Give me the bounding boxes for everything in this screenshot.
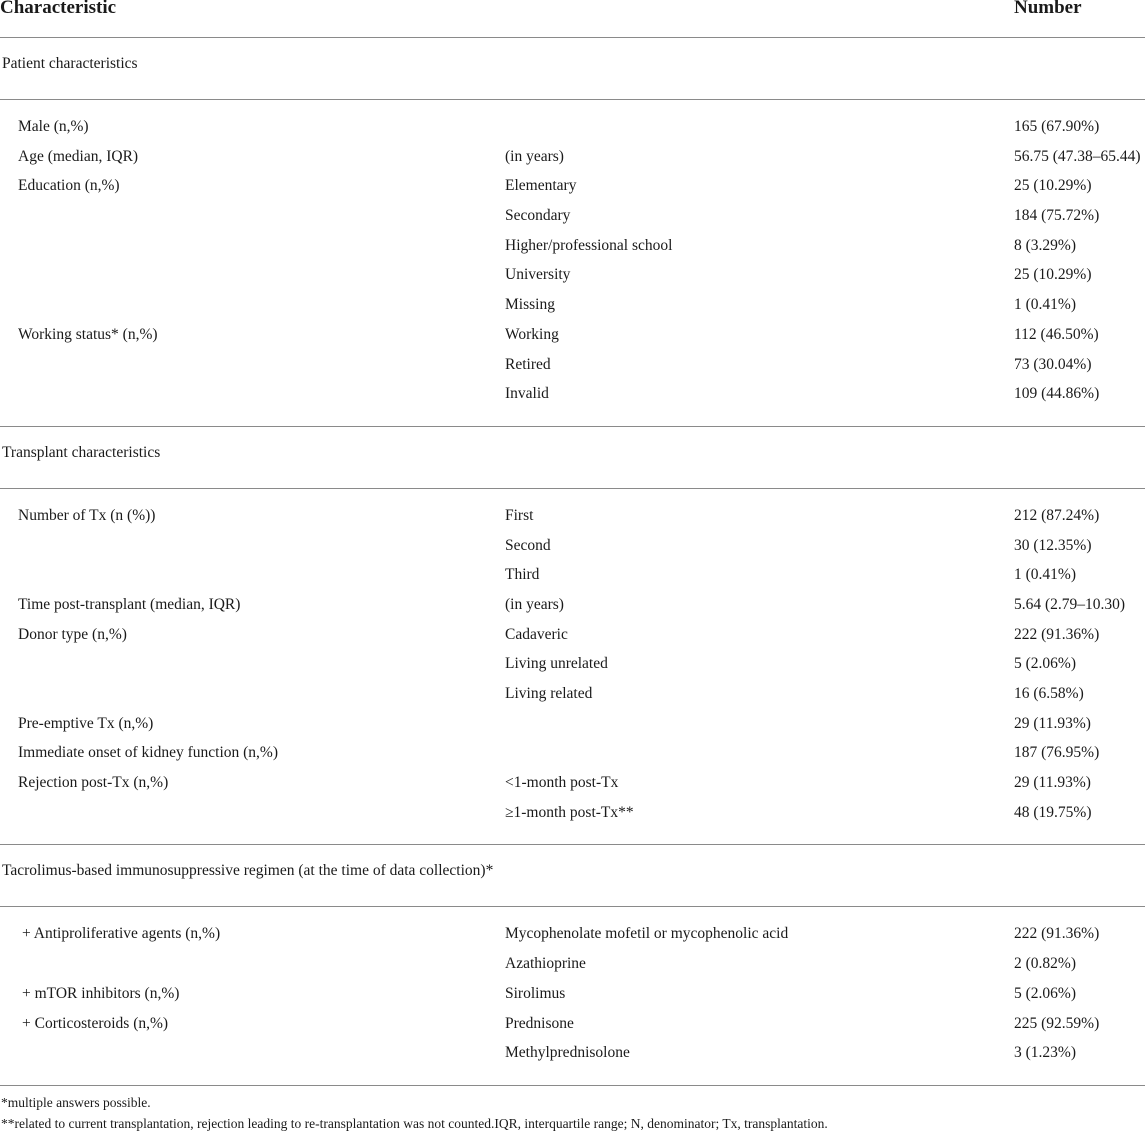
table-row	[0, 950, 1145, 980]
row-subcategory: Retired	[505, 355, 551, 373]
table-row	[0, 351, 1145, 381]
row-subcategory: Living related	[505, 685, 593, 702]
row-value: 165 (67.90%)	[1014, 118, 1100, 135]
section-title-text: Patient characteristics	[2, 55, 138, 72]
section-title-text: Tacrolimus-based immunosuppressive regimen (at the time of data collection)*	[2, 862, 494, 880]
section-title-text: Transplant characteristics	[2, 443, 161, 461]
table-row	[0, 769, 1145, 799]
row-subcategory: Living unrelated	[505, 655, 608, 673]
table-row	[0, 621, 1145, 651]
table-row	[0, 380, 1145, 410]
row-label: + Antiproliferative agents (n,%)	[22, 925, 221, 943]
table-row	[0, 291, 1145, 321]
row-value: 5 (2.06%)	[1014, 984, 1076, 1002]
row-value: 187 (76.95%)	[1014, 744, 1100, 762]
row-subcategory: Cadaveric	[505, 625, 568, 643]
row-value: 109 (44.86%)	[1014, 385, 1100, 403]
row-value: 184 (75.72%)	[1014, 207, 1100, 225]
table-row	[0, 261, 1145, 291]
row-value: 25 (10.29%)	[1014, 177, 1092, 195]
row-label: Number of Tx (n (%))	[18, 506, 156, 524]
section-title	[0, 427, 1145, 489]
row-subcategory: (in years)	[505, 595, 564, 613]
row-value: 5 (2.06%)	[1014, 655, 1076, 673]
table-row	[0, 799, 1145, 829]
row-value: 2 (0.82%)	[1014, 955, 1076, 973]
row-value: 212 (87.24%)	[1014, 506, 1100, 524]
section-body	[0, 907, 1145, 1085]
row-label: Pre-emptive Tx (n,%)	[18, 714, 154, 732]
table-row	[0, 143, 1145, 173]
row-label: + Corticosteroids (n,%)	[22, 1014, 169, 1032]
table-row	[0, 1010, 1145, 1040]
table-row	[0, 232, 1145, 262]
row-value: 16 (6.58%)	[1014, 685, 1084, 702]
row-label: Age (median, IQR)	[18, 147, 139, 165]
table-row	[0, 650, 1145, 680]
footnotes	[0, 1086, 1145, 1134]
row-value: 29 (11.93%)	[1014, 774, 1091, 792]
row-value: 56.75 (47.38–65.44)	[1014, 147, 1141, 165]
table-header	[0, 0, 1145, 38]
row-value: 73 (30.04%)	[1014, 355, 1092, 373]
table-row	[0, 980, 1145, 1010]
row-subcategory: Working	[505, 325, 559, 343]
row-value: 30 (12.35%)	[1014, 536, 1092, 554]
row-subcategory: Mycophenolate mofetil or mycophenolic acid	[505, 925, 789, 943]
row-label: Time post-transplant (median, IQR)	[18, 595, 241, 613]
row-value: 5.64 (2.79–10.30)	[1014, 595, 1126, 613]
row-subcategory: Second	[505, 536, 551, 554]
section-body	[0, 100, 1145, 427]
table-body	[0, 38, 1145, 1086]
row-value: 112 (46.50%)	[1014, 325, 1099, 343]
row-subcategory: Prednisone	[505, 1014, 574, 1032]
row-subcategory: Secondary	[505, 207, 571, 225]
table-row	[0, 532, 1145, 562]
section-title	[0, 38, 1145, 100]
section-body	[0, 489, 1145, 846]
table-row	[0, 920, 1145, 950]
table-row	[0, 113, 1145, 143]
table-row	[0, 1039, 1145, 1069]
row-label: Donor type (n,%)	[18, 625, 127, 643]
row-subcategory: <1-month post-Tx	[505, 774, 619, 792]
row-subcategory: Azathioprine	[505, 955, 586, 973]
table-row	[0, 739, 1145, 769]
table-row	[0, 591, 1145, 621]
row-value: 48 (19.75%)	[1014, 803, 1092, 821]
row-value: 1 (0.41%)	[1014, 566, 1076, 584]
row-subcategory: Invalid	[505, 385, 549, 403]
footnote-1: *multiple answers possible.	[1, 1094, 151, 1110]
row-label: Working status* (n,%)	[18, 325, 158, 343]
row-value: 3 (1.23%)	[1014, 1044, 1076, 1062]
row-subcategory: Missing	[505, 296, 555, 314]
row-subcategory: First	[505, 506, 534, 524]
row-subcategory: Methylprednisolone	[505, 1044, 630, 1062]
footnote-2: **related to current transplantation, rejection leading to re-transplantation was not counted.IQR, interquartile range; N, denominator; Tx, transplantation.	[1, 1115, 828, 1131]
table-row	[0, 680, 1145, 710]
row-label: + mTOR inhibitors (n,%)	[22, 984, 180, 1002]
table-row	[0, 202, 1145, 232]
row-value: 1 (0.41%)	[1014, 296, 1076, 314]
row-value: 222 (91.36%)	[1014, 925, 1100, 943]
row-value: 25 (10.29%)	[1014, 266, 1092, 284]
table-row	[0, 561, 1145, 591]
header-characteristic: Characteristic	[0, 0, 117, 18]
table-row	[0, 710, 1145, 740]
table-row	[0, 321, 1145, 351]
row-value: 29 (11.93%)	[1014, 714, 1091, 732]
row-subcategory: Elementary	[505, 177, 577, 195]
row-label: Immediate onset of kidney function (n,%)	[18, 744, 278, 762]
row-label: Rejection post-Tx (n,%)	[18, 774, 169, 792]
row-value: 225 (92.59%)	[1014, 1014, 1100, 1032]
row-label: Education (n,%)	[18, 177, 120, 195]
row-subcategory: (in years)	[505, 147, 564, 165]
section-title	[0, 845, 1145, 907]
row-subcategory: Higher/professional school	[505, 236, 673, 254]
row-value: 8 (3.29%)	[1014, 236, 1076, 254]
row-subcategory: University	[505, 266, 571, 284]
header-number: Number	[1014, 0, 1082, 18]
row-subcategory: Sirolimus	[505, 984, 566, 1002]
table-row	[0, 502, 1145, 532]
row-subcategory: ≥1-month post-Tx**	[505, 803, 634, 821]
row-value: 222 (91.36%)	[1014, 625, 1100, 643]
row-subcategory: Third	[505, 566, 540, 584]
row-label: Male (n,%)	[18, 118, 89, 135]
table-row	[0, 172, 1145, 202]
